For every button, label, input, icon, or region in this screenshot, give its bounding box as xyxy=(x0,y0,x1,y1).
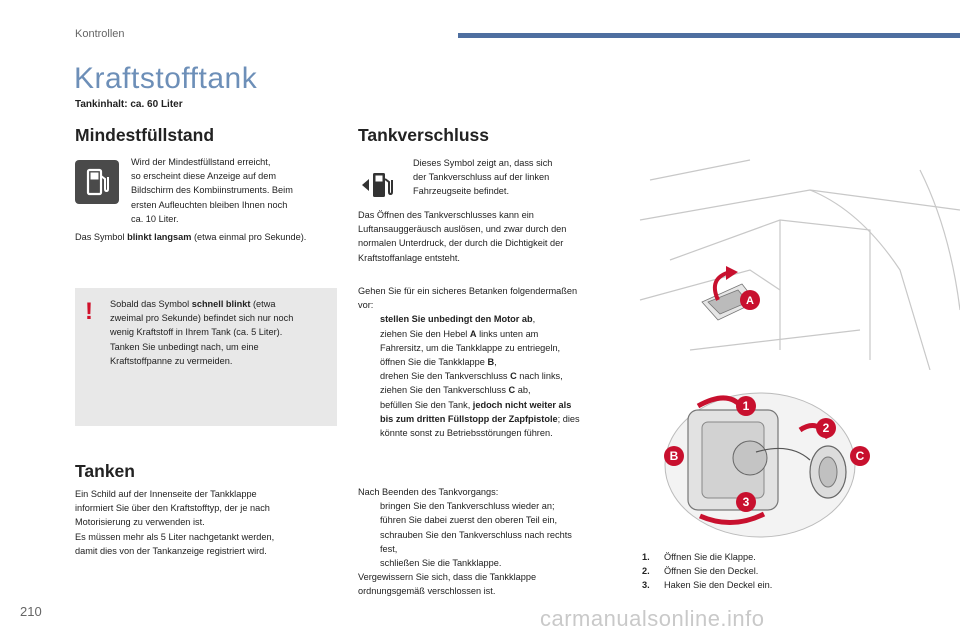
callout-1-label: 1 xyxy=(742,399,750,413)
list-item: drehen Sie den Tankverschluss C nach links, xyxy=(380,371,563,382)
cap-icon-text: Dieses Symbol zeigt an, dass sich der Tankverschluss auf der linken Fahrzeugseite befindet. xyxy=(413,158,553,197)
cap-para: Das Öffnen des Tankverschlusses kann ein Luftansauggeräusch auslösen, und zwar durch den normalen Unterdruck, der durch die Dichtigkeit der Kraftstoffanlage entsteht. xyxy=(358,210,567,263)
refuel-text: Ein Schild auf der Innenseite der Tankklappe informiert Sie über den Kraftstofftyp, der je nach Motorisierung zu verwenden ist. Es müssen mehr als 5 Liter nachgetankt werden, damit dies von der Tankanzeige registriert wird. xyxy=(75,489,275,556)
text-line: ersten Aufleuchten bleiben Ihnen noch xyxy=(131,199,288,210)
min-level-text xyxy=(131,155,341,226)
page-title: Kraftstofftank xyxy=(74,62,258,95)
warning-icon: ! xyxy=(85,298,93,325)
callout-b-label: B xyxy=(669,449,679,463)
step-list xyxy=(358,312,626,440)
list-item: befüllen Sie den Tank, jedoch nicht weiter als bis zum dritten Füllstopp der Zapfpistole; dies könnte sonst zu Betriebsstörungen führen. xyxy=(380,399,580,439)
fuel-flap-illustration xyxy=(660,390,880,550)
list-item: 2. Öffnen Sie den Deckel. xyxy=(642,566,759,577)
after-list xyxy=(358,499,626,570)
tank-capacity: Tankinhalt: ca. 60 Liter xyxy=(75,99,183,110)
fuel-gauge-warning-icon xyxy=(75,160,119,204)
list-item: bringen Sie den Tankverschluss wieder an; führen Sie dabei zuerst den oberen Teil ein, xyxy=(380,501,558,526)
text-line: Wird der Mindestfüllstand erreicht, xyxy=(131,157,271,167)
cap-steps: Gehen Sie für ein sicheres Betanken folgendermaßen vor: stellen Sie unbedingt den Motor ab, ziehen Sie den Hebel A links unten am Fahrersitz, um die Tankklappe zu entriegeln, öffnen Sie die Tankklappe B, drehen Sie den Tankverschluss C nach links, ziehen Sie den Tankverschluss C ab, befüllen Sie den Tank, jedoch nicht weiter als bis zum dritten Füllstopp der Zapfpistole; dies könnte sonst zu Betriebsstörungen führen. xyxy=(358,284,626,440)
list-item: 3. Haken Sie den Deckel ein. xyxy=(642,580,773,591)
page-number: 210 xyxy=(20,604,42,619)
list-item: ziehen Sie den Tankverschluss C ab, xyxy=(380,385,531,396)
text-line: so erscheint diese Anzeige auf dem xyxy=(131,171,277,182)
list-item: stellen Sie unbedingt den Motor ab, xyxy=(380,314,536,325)
min-level-heading: Mindestfüllstand xyxy=(75,125,215,145)
callout-3-label: 3 xyxy=(742,495,750,509)
header-bar xyxy=(458,33,960,38)
text-line: ca. 10 Liter. xyxy=(131,213,179,224)
text-line: Bildschirm des Kombiinstruments. Beim xyxy=(131,185,293,196)
lever-illustration xyxy=(630,150,960,370)
watermark: carmanualsonline.info xyxy=(540,606,765,631)
fuel-pump-left-icon xyxy=(358,165,402,205)
refuel-heading: Tanken xyxy=(75,461,135,481)
list-item: schließen Sie die Tankklappe. xyxy=(380,558,502,569)
callout-a-label: A xyxy=(746,295,754,307)
numbered-steps xyxy=(642,550,942,593)
list-item: ziehen Sie den Hebel A links unten am Fahrersitz, um die Tankklappe zu entriegeln, xyxy=(380,328,561,353)
after-refuel: Nach Beenden des Tankvorgangs: bringen Sie den Tankverschluss wieder an; führen Sie dabei zuerst den oberen Teil ein, schrauben Sie den Tankverschluss nach rechts fest, schließen Sie die Tankklappe. Vergewissern Sie sich, dass die Tankklappe ordnungsgemäß verschlossen ist. xyxy=(358,485,626,599)
list-item: schrauben Sie den Tankverschluss nach rechts fest, xyxy=(380,529,572,554)
list-item: 1. Öffnen Sie die Klappe. xyxy=(642,552,756,562)
cap-heading: Tankverschluss xyxy=(358,125,489,145)
callout-c-label: C xyxy=(855,449,865,463)
blink-slow-note: Das Symbol blinkt langsam (etwa einmal pro Sekunde). xyxy=(75,232,307,242)
warning-text: Sobald das Symbol schnell blinkt (etwa zweimal pro Sekunde) befindet sich nur noch wenig Kraftstoff in Ihrem Tank (ca. 5 Liter). Tanken Sie unbedingt nach, um eine Kraftstoffpanne zu vermeiden. xyxy=(110,299,294,366)
section-header: Kontrollen xyxy=(75,28,125,40)
list-item: öffnen Sie die Tankklappe B, xyxy=(380,357,497,368)
callout-2-label: 2 xyxy=(822,421,830,435)
